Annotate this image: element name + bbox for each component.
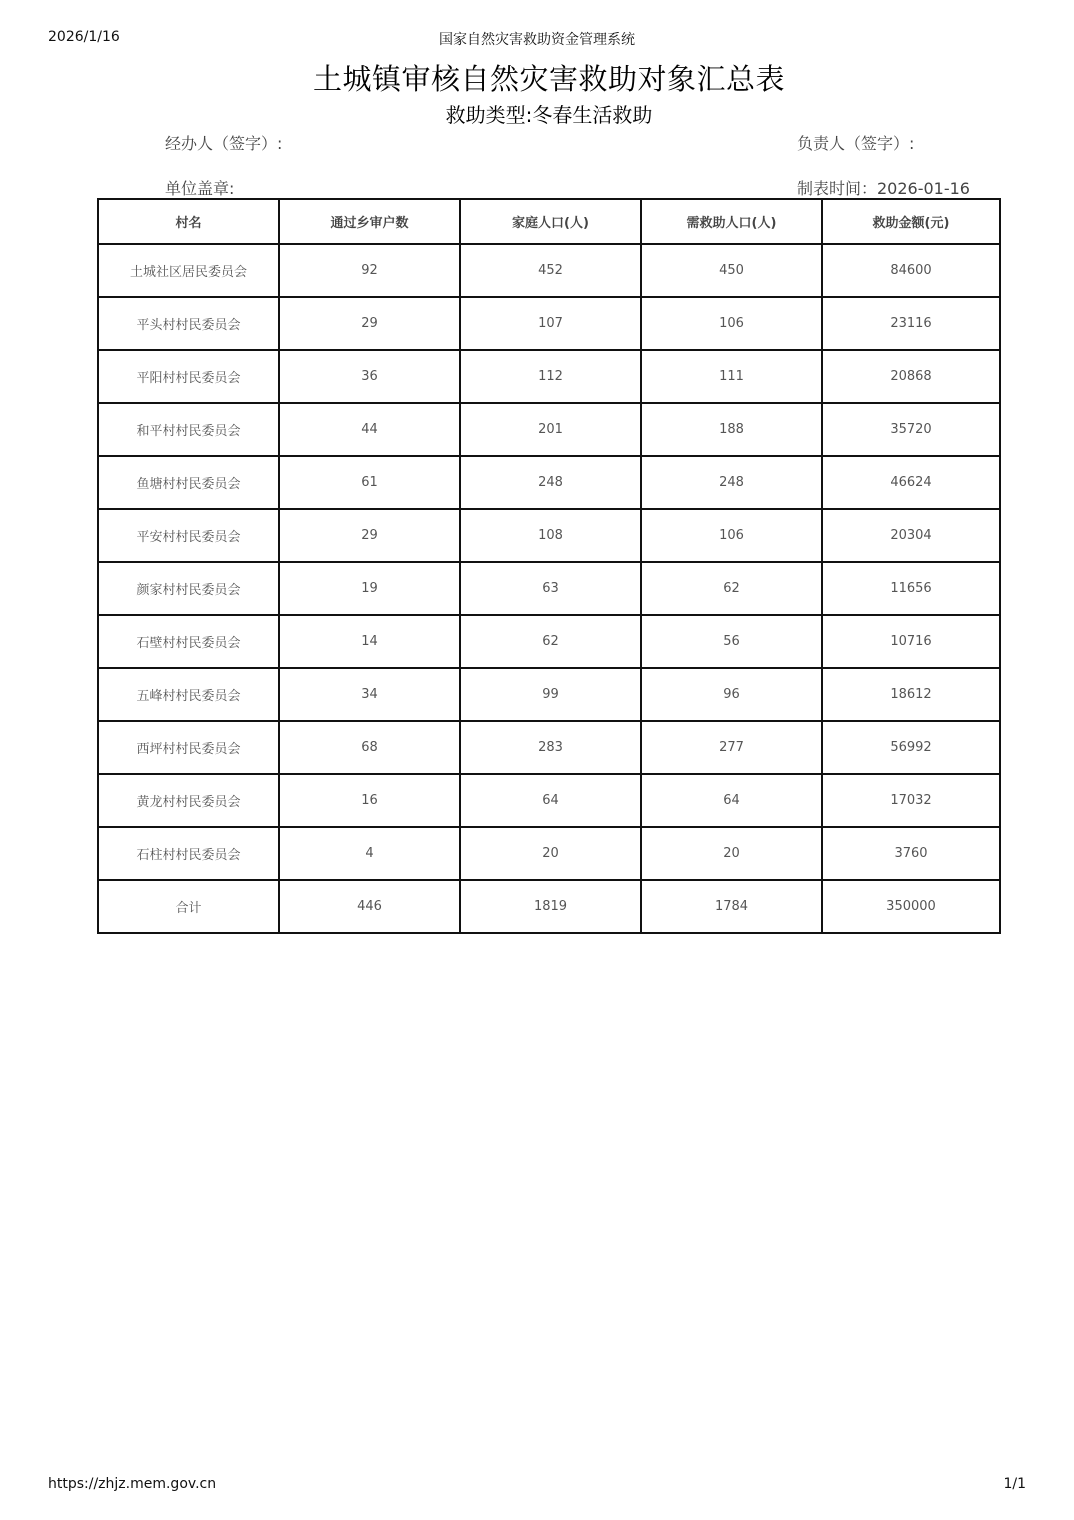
- cell-family-population: 107: [460, 297, 641, 350]
- table-header-row: [98, 199, 1000, 244]
- cell-aid-population: 56: [641, 615, 822, 668]
- table-row: [98, 456, 1000, 509]
- cell-village: 石柱村村民委员会: [98, 827, 279, 880]
- cell-aid-population: 64: [641, 774, 822, 827]
- cell-aid-amount: 18612: [822, 668, 1000, 721]
- table-row: [98, 721, 1000, 774]
- page-number: 1/1: [1003, 1476, 1026, 1492]
- cell-households: 16: [279, 774, 460, 827]
- table-row: [98, 403, 1000, 456]
- unit-seal-label: 单位盖章:: [165, 179, 235, 198]
- cell-village: 鱼塘村村民委员会: [98, 456, 279, 509]
- cell-households: 29: [279, 297, 460, 350]
- cell-village: 平安村村民委员会: [98, 509, 279, 562]
- cell-aid-population: 1784: [641, 880, 822, 933]
- cell-aid-amount: 3760: [822, 827, 1000, 880]
- cell-village: 黄龙村村民委员会: [98, 774, 279, 827]
- table-date-label: 制表时间：2026-01-16: [797, 179, 970, 198]
- cell-aid-population: 277: [641, 721, 822, 774]
- cell-aid-population: 96: [641, 668, 822, 721]
- column-header-households: 通过乡审户数: [279, 199, 460, 244]
- cell-aid-population: 20: [641, 827, 822, 880]
- cell-households: 44: [279, 403, 460, 456]
- column-header-aid-amount: 救助金额(元): [822, 199, 1000, 244]
- table-row: [98, 244, 1000, 297]
- cell-family-population: 64: [460, 774, 641, 827]
- cell-village: 西坪村村民委员会: [98, 721, 279, 774]
- cell-aid-population: 450: [641, 244, 822, 297]
- table-row: [98, 615, 1000, 668]
- cell-households: 29: [279, 509, 460, 562]
- cell-family-population: 99: [460, 668, 641, 721]
- cell-aid-population: 188: [641, 403, 822, 456]
- cell-aid-population: 62: [641, 562, 822, 615]
- table-row: [98, 509, 1000, 562]
- cell-family-population: 112: [460, 350, 641, 403]
- cell-family-population: 108: [460, 509, 641, 562]
- cell-village: 五峰村村民委员会: [98, 668, 279, 721]
- page-title: 土城镇审核自然灾害救助对象汇总表: [312, 62, 785, 96]
- cell-aid-amount: 10716: [822, 615, 1000, 668]
- cell-households: 34: [279, 668, 460, 721]
- cell-village: 土城社区居民委员会: [98, 244, 279, 297]
- leader-signature-label: 负责人（签字）:: [797, 134, 915, 153]
- cell-households: 92: [279, 244, 460, 297]
- system-name: 国家自然灾害救助资金管理系统: [439, 32, 635, 48]
- cell-village: 合计: [98, 880, 279, 933]
- cell-aid-population: 248: [641, 456, 822, 509]
- cell-aid-amount: 20868: [822, 350, 1000, 403]
- cell-village: 石壁村村民委员会: [98, 615, 279, 668]
- table-total-row: [98, 880, 1000, 933]
- cell-households: 14: [279, 615, 460, 668]
- handler-signature-label: 经办人（签字）:: [165, 134, 283, 153]
- summary-table-container: [97, 198, 999, 934]
- cell-aid-amount: 84600: [822, 244, 1000, 297]
- cell-family-population: 63: [460, 562, 641, 615]
- cell-households: 19: [279, 562, 460, 615]
- cell-aid-amount: 17032: [822, 774, 1000, 827]
- cell-aid-amount: 35720: [822, 403, 1000, 456]
- cell-village: 平阳村村民委员会: [98, 350, 279, 403]
- cell-family-population: 62: [460, 615, 641, 668]
- table-row: [98, 827, 1000, 880]
- page-subtitle: 救助类型:冬春生活救助: [445, 103, 653, 127]
- cell-aid-population: 106: [641, 297, 822, 350]
- table-body: [98, 244, 1000, 933]
- column-header-village: 村名: [98, 199, 279, 244]
- cell-family-population: 283: [460, 721, 641, 774]
- cell-households: 4: [279, 827, 460, 880]
- cell-family-population: 248: [460, 456, 641, 509]
- table-row: [98, 297, 1000, 350]
- cell-households: 36: [279, 350, 460, 403]
- cell-village: 平头村村民委员会: [98, 297, 279, 350]
- table-row: [98, 668, 1000, 721]
- column-header-aid-population: 需救助人口(人): [641, 199, 822, 244]
- cell-aid-amount: 350000: [822, 880, 1000, 933]
- cell-village: 颜家村村民委员会: [98, 562, 279, 615]
- column-header-family-population: 家庭人口(人): [460, 199, 641, 244]
- cell-family-population: 452: [460, 244, 641, 297]
- cell-family-population: 20: [460, 827, 641, 880]
- cell-aid-amount: 46624: [822, 456, 1000, 509]
- cell-aid-amount: 23116: [822, 297, 1000, 350]
- table-row: [98, 350, 1000, 403]
- cell-households: 68: [279, 721, 460, 774]
- cell-households: 61: [279, 456, 460, 509]
- cell-village: 和平村村民委员会: [98, 403, 279, 456]
- cell-households: 446: [279, 880, 460, 933]
- cell-aid-population: 106: [641, 509, 822, 562]
- cell-aid-amount: 56992: [822, 721, 1000, 774]
- cell-aid-population: 111: [641, 350, 822, 403]
- cell-aid-amount: 11656: [822, 562, 1000, 615]
- cell-family-population: 201: [460, 403, 641, 456]
- table-row: [98, 562, 1000, 615]
- cell-aid-amount: 20304: [822, 509, 1000, 562]
- print-date: 2026/1/16: [48, 29, 120, 45]
- footer-url: https://zhjz.mem.gov.cn: [48, 1476, 217, 1492]
- cell-family-population: 1819: [460, 880, 641, 933]
- table-row: [98, 774, 1000, 827]
- summary-table: [97, 198, 1001, 934]
